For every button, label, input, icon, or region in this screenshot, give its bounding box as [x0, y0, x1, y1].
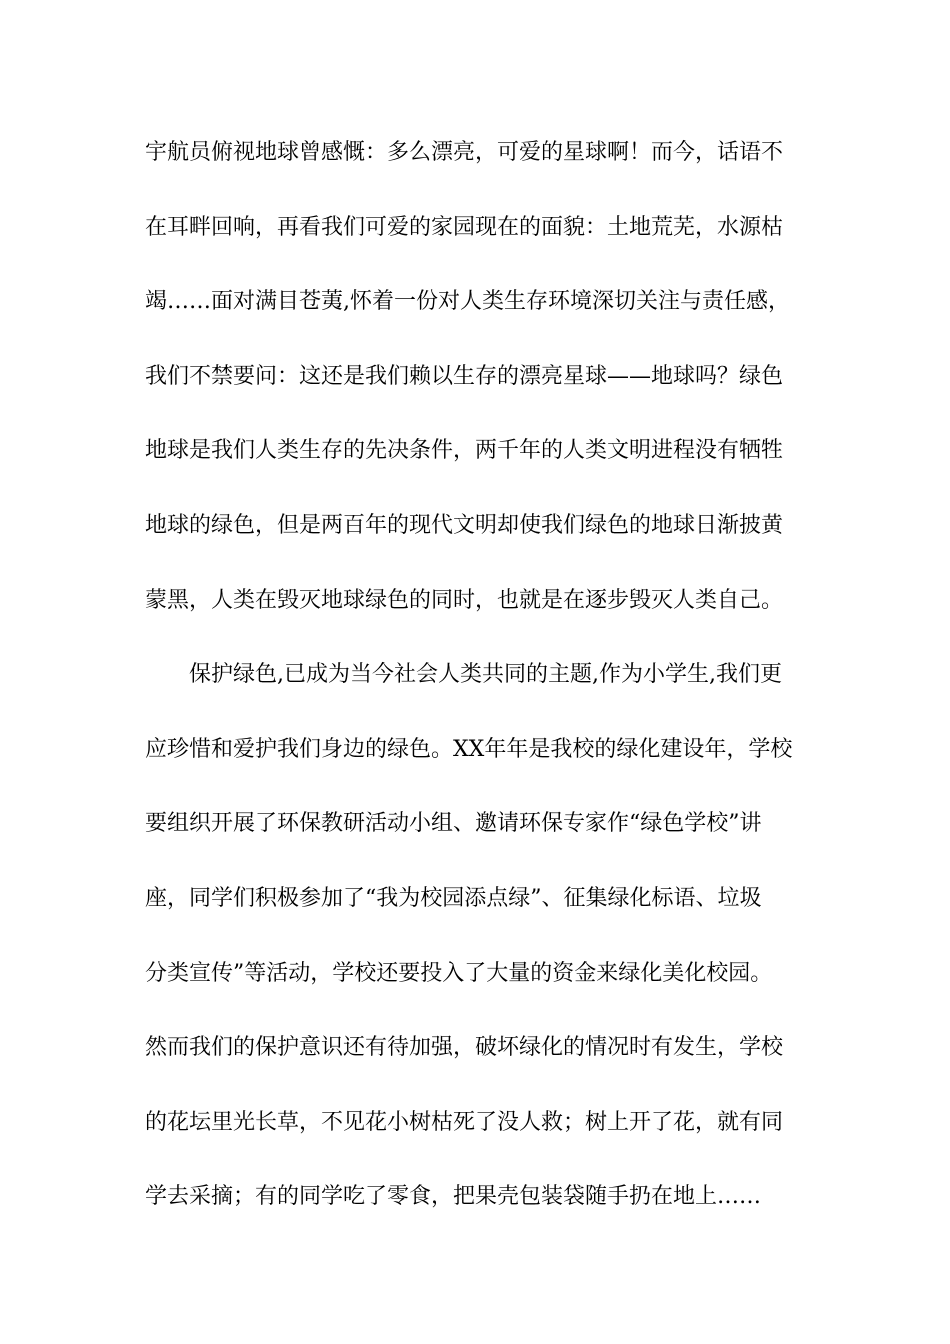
text-line: 竭……面对满目苍荑,怀着一份对人类生存环境深切关注与责任感， [145, 289, 790, 315]
paragraph-2 [145, 652, 815, 1249]
text-line: 地球的绿色，但是两百年的现代文明却使我们绿色的地球日渐披黄 [145, 512, 784, 538]
text-line: 要组织开展了环保教研活动小组、邀请环保专家作“绿色学校”讲 [145, 811, 762, 837]
text-line: 座，同学们积极参加了“我为校园添点绿”、征集绿化标语、垃圾 [145, 885, 762, 911]
text-line: 应珍惜和爱护我们身边的绿色。XX年年是我校的绿化建设年，学校 [145, 736, 793, 762]
text-line: 我们不禁要问：这还是我们赖以生存的漂亮星球——地球吗？绿色 [145, 363, 784, 389]
text-line: 的花坛里光长草，不见花小树枯死了没人救；树上开了花，就有同 [145, 1109, 784, 1135]
text-line: 蒙黑，人类在毁灭地球绿色的同时，也就是在逐步毁灭人类自己。 [145, 587, 784, 613]
text-line: 然而我们的保护意识还有待加强，破坏绿化的情况时有发生，学校 [145, 1035, 784, 1061]
text-line: 学去采摘；有的同学吃了零食，把果壳包装袋随手扔在地上…… [145, 1184, 762, 1210]
paragraph-1 [145, 130, 815, 652]
text-line: 分类宣传”等活动，学校还要投入了大量的资金来绿化美化校园。 [145, 960, 773, 986]
text-line: 在耳畔回响，再看我们可爱的家园现在的面貌：土地荒芜，水源枯 [145, 214, 784, 240]
text-line: 宇航员俯视地球曾感慨：多么漂亮，可爱的星球啊！而今，话语不 [145, 140, 784, 165]
text-line-indented: 保护绿色,已成为当今社会人类共同的主题,作为小学生,我们更 [189, 662, 782, 688]
body-text [145, 130, 815, 1249]
text-line: 地球是我们人类生存的先决条件，两千年的人类文明进程没有牺牲 [145, 438, 784, 464]
